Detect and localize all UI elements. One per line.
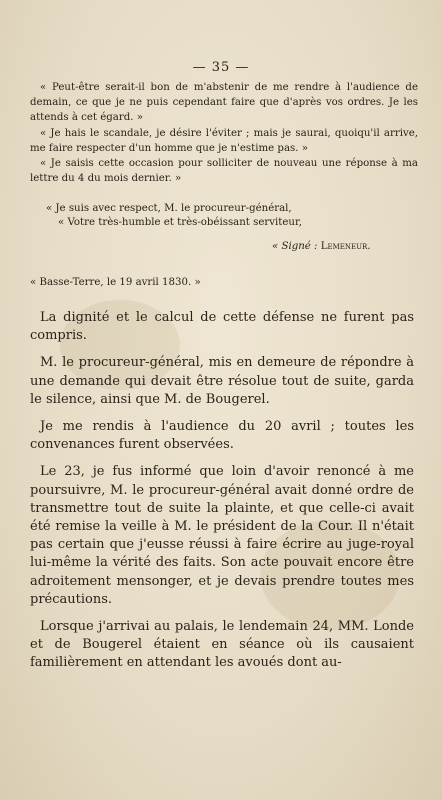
body-paragraph: La dignité et le calcul de cette défense ne furent pas compris. — [30, 310, 414, 344]
letter-excerpt — [30, 80, 418, 186]
body-paragraph: M. le procureur-général, mis en demeure de répondre à une demande qui devait être résolue tout de suite, garda le silence, ainsi que M. de Bougerel. — [30, 355, 414, 407]
body-paragraph: Le 23, je fus informé que loin d'avoir renoncé à me poursuivre, M. le procureur-général avait donné ordre de transmettre tout de suite la plainte, et que celle-ci avait été remise la veille à M. le président de la Cour. Il n'était pas certain que j'eusse réussi à faire écrire au juge-royal lui-même la vérité des faits. Son acte pouvait encore être adroitement mensonger, et je devais prendre toutes mes précautions. — [30, 464, 414, 607]
body-paragraph: Lorsque j'arrivai au palais, le lendemain 24, MM. Londe et de Bougerel étaient en séance où ils causaient familièrement en attendant les avoués dont au- — [30, 619, 414, 671]
body-text — [30, 309, 414, 682]
signature-prefix: « Signé : — [272, 241, 321, 252]
closing-line: « Votre très-humble et très-obéissant serviteur, — [58, 217, 302, 228]
closing-line: « Je suis avec respect, M. le procureur-général, — [46, 203, 292, 214]
letter-paragraph: « Je saisis cette occasion pour solliciter de nouveau une réponse à ma lettre du 4 du mois dernier. » — [30, 158, 418, 185]
letter-paragraph: « Peut-être serait-il bon de m'abstenir de me rendre à l'audience de demain, ce que je ne puis cependant faire que d'après vos ordres. Je les attends à cet égard. » — [30, 82, 418, 124]
signature — [272, 240, 371, 254]
body-paragraph: Je me rendis à l'audience du 20 avril ; toutes les convenances furent observées. — [30, 419, 414, 453]
signature-name: Lemeneur. — [320, 241, 371, 252]
letter-paragraph: « Je hais le scandale, je désire l'éviter ; mais je saurai, quoiqu'il arrive, me faire respecter d'un homme que je n'estime pas. » — [30, 127, 418, 154]
place-date: « Basse-Terre, le 19 avril 1830. » — [30, 277, 201, 288]
page-number: — 35 — — [192, 60, 250, 75]
